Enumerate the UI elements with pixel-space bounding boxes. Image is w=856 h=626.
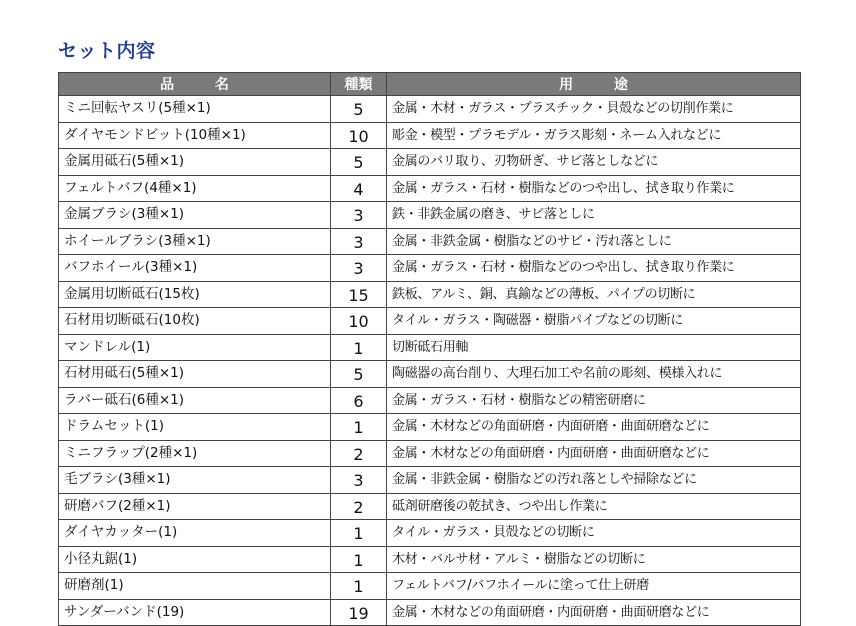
item-use: タイル・ガラス・貝殻などの切断に — [387, 520, 801, 547]
item-count: 1 — [331, 520, 387, 547]
item-name: ミニフラップ(2種×1) — [59, 440, 331, 467]
item-count: 3 — [331, 467, 387, 494]
table-row — [59, 255, 801, 282]
item-name: フェルトバフ(4種×1) — [59, 175, 331, 202]
table-row — [59, 387, 801, 414]
table-row — [59, 599, 801, 626]
table-row — [59, 573, 801, 600]
table-row — [59, 175, 801, 202]
item-name: 金属用砥石(5種×1) — [59, 149, 331, 176]
table-row — [59, 546, 801, 573]
item-count: 10 — [331, 308, 387, 335]
item-use: 金属・木材などの角面研磨・内面研磨・曲面研磨などに — [387, 414, 801, 441]
item-name: 小径丸鋸(1) — [59, 546, 331, 573]
table-row — [59, 440, 801, 467]
item-name: バフホイール(3種×1) — [59, 255, 331, 282]
item-name: 研磨バフ(2種×1) — [59, 493, 331, 520]
item-use: 切断砥石用軸 — [387, 334, 801, 361]
item-count: 5 — [331, 96, 387, 123]
item-use: 金属・非鉄金属・樹脂などのサビ・汚れ落としに — [387, 228, 801, 255]
item-name: サンダーバンド(19) — [59, 599, 331, 626]
item-use: 鉄・非鉄金属の磨き、サビ落としに — [387, 202, 801, 229]
item-use: 金属・ガラス・石材・樹脂などのつや出し、拭き取り作業に — [387, 255, 801, 282]
table-header-row — [59, 73, 801, 96]
item-use: 鉄板、アルミ、銅、真鍮などの薄板、パイプの切断に — [387, 281, 801, 308]
item-use: 金属・ガラス・石材・樹脂などのつや出し、拭き取り作業に — [387, 175, 801, 202]
item-count: 2 — [331, 440, 387, 467]
item-use: 木材・バルサ材・アルミ・樹脂などの切断に — [387, 546, 801, 573]
item-name: 金属用切断砥石(15枚) — [59, 281, 331, 308]
item-name: 毛ブラシ(3種×1) — [59, 467, 331, 494]
item-count: 1 — [331, 334, 387, 361]
table-row — [59, 281, 801, 308]
table-row — [59, 467, 801, 494]
table-row — [59, 149, 801, 176]
item-use: 陶磁器の高台削り、大理石加工や名前の彫刻、模様入れに — [387, 361, 801, 388]
item-name: 石材用切断砥石(10枚) — [59, 308, 331, 335]
item-count: 5 — [331, 361, 387, 388]
item-use: 金属・木材などの角面研磨・内面研磨・曲面研磨などに — [387, 440, 801, 467]
item-count: 19 — [331, 599, 387, 626]
table-row — [59, 334, 801, 361]
item-use: フェルトバフ/バフホイールに塗って仕上研磨 — [387, 573, 801, 600]
item-use: 金属・木材・ガラス・プラスチック・貝殻などの切削作業に — [387, 96, 801, 123]
table-row — [59, 202, 801, 229]
header-name: 品 名 — [59, 73, 331, 96]
set-contents-table — [58, 72, 801, 626]
item-name: ラバー砥石(6種×1) — [59, 387, 331, 414]
item-name: ダイヤカッター(1) — [59, 520, 331, 547]
table-row — [59, 96, 801, 123]
header-use: 用 途 — [387, 73, 801, 96]
header-count: 種類 — [331, 73, 387, 96]
item-use: 金属・木材などの角面研磨・内面研磨・曲面研磨などに — [387, 599, 801, 626]
item-name: 研磨剤(1) — [59, 573, 331, 600]
item-use: 彫金・模型・プラモデル・ガラス彫刻・ネーム入れなどに — [387, 122, 801, 149]
item-name: マンドレル(1) — [59, 334, 331, 361]
table-row — [59, 122, 801, 149]
item-count: 10 — [331, 122, 387, 149]
item-count: 15 — [331, 281, 387, 308]
item-count: 6 — [331, 387, 387, 414]
table-row — [59, 308, 801, 335]
table-row — [59, 414, 801, 441]
item-use: 金属・非鉄金属・樹脂などの汚れ落としや掃除などに — [387, 467, 801, 494]
item-use: 砥剤研磨後の乾拭き、つや出し作業に — [387, 493, 801, 520]
item-count: 1 — [331, 573, 387, 600]
item-name: 金属ブラシ(3種×1) — [59, 202, 331, 229]
item-name: 石材用砥石(5種×1) — [59, 361, 331, 388]
table-row — [59, 361, 801, 388]
item-count: 2 — [331, 493, 387, 520]
item-count: 3 — [331, 202, 387, 229]
item-count: 3 — [331, 228, 387, 255]
item-count: 4 — [331, 175, 387, 202]
item-count: 3 — [331, 255, 387, 282]
item-name: ダイヤモンドビット(10種×1) — [59, 122, 331, 149]
item-count: 1 — [331, 546, 387, 573]
item-name: ドラムセット(1) — [59, 414, 331, 441]
item-name: ホイールブラシ(3種×1) — [59, 228, 331, 255]
item-use: 金属・ガラス・石材・樹脂などの精密研磨に — [387, 387, 801, 414]
item-count: 5 — [331, 149, 387, 176]
item-name: ミニ回転ヤスリ(5種×1) — [59, 96, 331, 123]
table-row — [59, 228, 801, 255]
item-use: 金属のバリ取り、刃物研ぎ、サビ落としなどに — [387, 149, 801, 176]
page-title: セット内容 — [58, 40, 156, 62]
table-row — [59, 493, 801, 520]
item-count: 1 — [331, 414, 387, 441]
item-use: タイル・ガラス・陶磁器・樹脂パイプなどの切断に — [387, 308, 801, 335]
table-row — [59, 520, 801, 547]
